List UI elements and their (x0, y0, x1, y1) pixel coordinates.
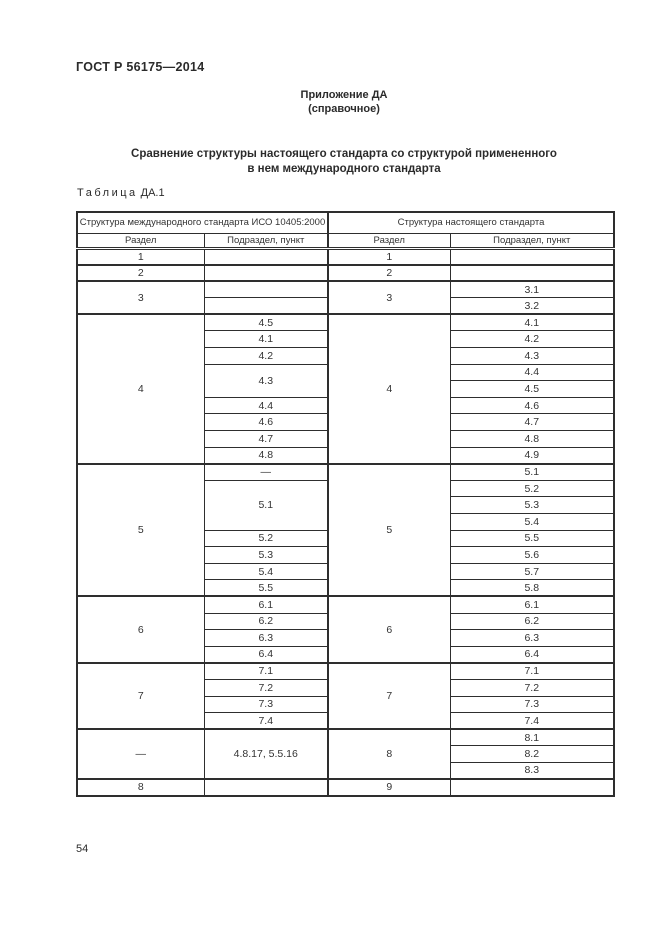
cell-left-subsection: 4.5 (204, 314, 328, 331)
appendix-heading (0, 88, 661, 116)
col-header-right-section: Раздел (328, 233, 450, 248)
cell-left-subsection: 4.1 (204, 331, 328, 348)
cell-right-subsection: 4.7 (450, 414, 614, 431)
cell-left-subsection: — (204, 464, 328, 481)
table-label (77, 187, 165, 199)
cell-left-subsection: 4.3 (204, 364, 328, 397)
cell-left-subsection: 5.3 (204, 547, 328, 564)
cell-left-subsection: 4.4 (204, 397, 328, 414)
cell-right-subsection: 8.1 (450, 729, 614, 746)
cell-right-subsection: 6.1 (450, 596, 614, 613)
cell-right-section: 4 (328, 314, 450, 463)
cell-left-section: 5 (77, 464, 204, 597)
table-row (77, 314, 614, 331)
table-row (77, 265, 614, 282)
cell-right-subsection: 3.2 (450, 298, 614, 315)
cell-right-subsection (450, 779, 614, 796)
cell-left-subsection: 7.1 (204, 663, 328, 680)
cell-left-subsection: 7.2 (204, 679, 328, 696)
cell-left-subsection (204, 281, 328, 298)
cell-right-subsection: 7.3 (450, 696, 614, 713)
col-header-left-subsection: Подраздел, пункт (204, 233, 328, 248)
cell-right-subsection: 5.6 (450, 547, 614, 564)
cell-left-subsection: 5.1 (204, 480, 328, 530)
cell-right-section: 7 (328, 663, 450, 729)
cell-right-section: 3 (328, 281, 450, 314)
cell-right-subsection: 4.1 (450, 314, 614, 331)
cell-left-subsection (204, 265, 328, 282)
cell-left-subsection: 6.4 (204, 646, 328, 663)
cell-right-subsection: 7.2 (450, 679, 614, 696)
group-header-national: Структура настоящего стандарта (328, 212, 614, 233)
cell-left-subsection (204, 248, 328, 265)
page-title (0, 147, 661, 177)
comparison-table (76, 211, 615, 797)
cell-right-subsection: 4.5 (450, 381, 614, 398)
cell-right-subsection: 6.2 (450, 613, 614, 630)
cell-right-subsection: 4.9 (450, 447, 614, 464)
cell-right-section: 2 (328, 265, 450, 282)
cell-right-subsection: 5.3 (450, 497, 614, 514)
table-row (77, 596, 614, 613)
cell-left-subsection: 7.3 (204, 696, 328, 713)
cell-right-subsection: 4.6 (450, 397, 614, 414)
cell-right-subsection: 5.7 (450, 563, 614, 580)
doc-code: ГОСТ Р 56175—2014 (76, 60, 205, 74)
group-header-international: Структура международного стандарта ИСО 10405:2000 (77, 212, 328, 233)
cell-left-subsection: 5.4 (204, 563, 328, 580)
cell-right-subsection: 4.8 (450, 431, 614, 448)
cell-right-subsection: 4.3 (450, 348, 614, 365)
cell-left-subsection: 4.6 (204, 414, 328, 431)
cell-right-subsection: 3.1 (450, 281, 614, 298)
cell-right-subsection: 8.2 (450, 746, 614, 763)
cell-right-subsection: 8.3 (450, 762, 614, 779)
page-title-line1: Сравнение структуры настоящего стандарта со структурой примененного (131, 148, 557, 160)
table-row (77, 779, 614, 796)
cell-right-section: 9 (328, 779, 450, 796)
cell-left-subsection: 4.7 (204, 431, 328, 448)
cell-left-section: 6 (77, 596, 204, 662)
cell-left-section: 4 (77, 314, 204, 463)
cell-right-subsection: 6.3 (450, 630, 614, 647)
cell-left-section: 2 (77, 265, 204, 282)
cell-left-section: — (77, 729, 204, 779)
table-row (77, 729, 614, 746)
table-row (77, 248, 614, 265)
cell-left-subsection: 6.2 (204, 613, 328, 630)
table-row (77, 663, 614, 680)
cell-right-subsection: 5.5 (450, 530, 614, 547)
cell-left-section: 7 (77, 663, 204, 729)
cell-left-subsection: 4.2 (204, 348, 328, 365)
cell-left-subsection: 4.8 (204, 447, 328, 464)
col-header-left-section: Раздел (77, 233, 204, 248)
cell-left-subsection: 7.4 (204, 713, 328, 730)
table-group-header-row (77, 212, 614, 233)
col-header-right-subsection: Подраздел, пункт (450, 233, 614, 248)
appendix-label: Приложение ДА (300, 89, 388, 101)
cell-right-subsection (450, 248, 614, 265)
cell-left-section: 3 (77, 281, 204, 314)
cell-right-section: 8 (328, 729, 450, 779)
cell-left-subsection: 6.3 (204, 630, 328, 647)
cell-right-subsection: 4.4 (450, 364, 614, 381)
cell-right-section: 5 (328, 464, 450, 597)
appendix-note: (справочное) (308, 103, 380, 115)
table-label-word: Таблица (77, 187, 138, 199)
cell-right-subsection: 5.8 (450, 580, 614, 597)
cell-right-subsection: 5.2 (450, 480, 614, 497)
cell-left-subsection: 4.8.17, 5.5.16 (204, 729, 328, 779)
cell-right-subsection (450, 265, 614, 282)
table-label-number: ДА.1 (140, 187, 165, 199)
table-row (77, 281, 614, 298)
page-number: 54 (76, 843, 89, 855)
cell-right-section: 1 (328, 248, 450, 265)
cell-left-subsection (204, 298, 328, 315)
cell-left-subsection: 5.2 (204, 530, 328, 547)
page-title-line2: в нем международного стандарта (247, 163, 441, 175)
comparison-table-body (77, 248, 614, 796)
table-row (77, 464, 614, 481)
cell-right-subsection: 6.4 (450, 646, 614, 663)
cell-right-section: 6 (328, 596, 450, 662)
cell-left-subsection: 6.1 (204, 596, 328, 613)
cell-right-subsection: 7.4 (450, 713, 614, 730)
cell-right-subsection: 5.1 (450, 464, 614, 481)
cell-right-subsection: 7.1 (450, 663, 614, 680)
cell-right-subsection: 5.4 (450, 514, 614, 531)
cell-left-subsection (204, 779, 328, 796)
cell-right-subsection: 4.2 (450, 331, 614, 348)
cell-left-subsection: 5.5 (204, 580, 328, 597)
table-column-header-row (77, 233, 614, 248)
cell-left-section: 8 (77, 779, 204, 796)
cell-left-section: 1 (77, 248, 204, 265)
